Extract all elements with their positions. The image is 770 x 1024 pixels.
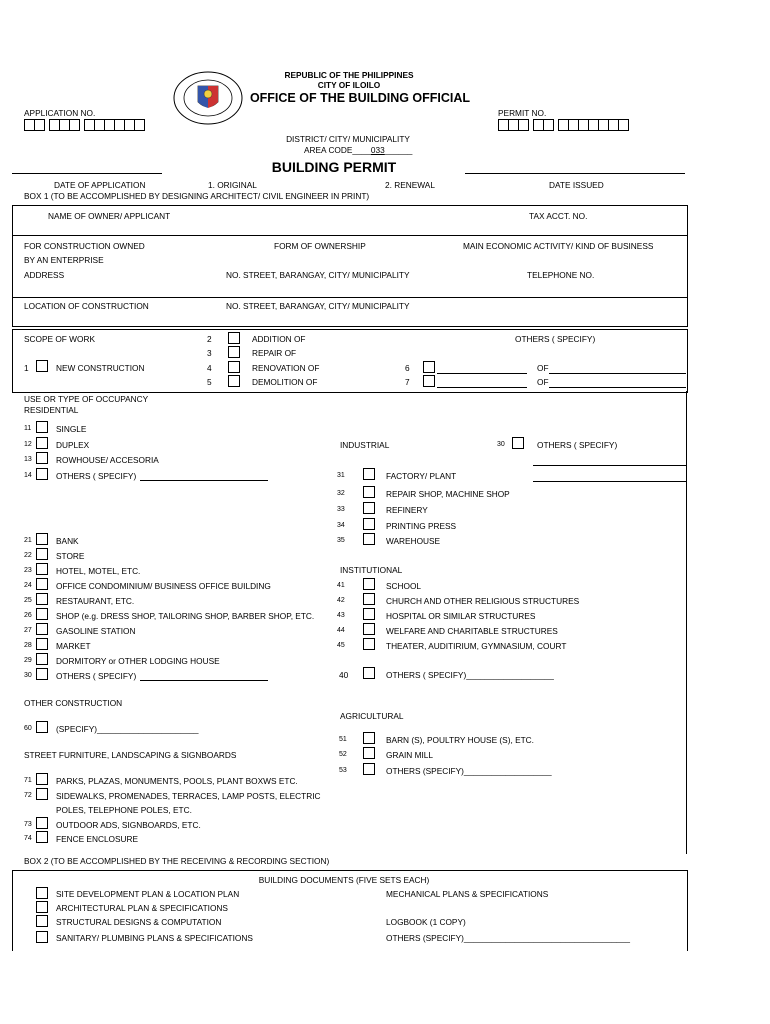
industrial-others-line-2[interactable]: [533, 481, 686, 482]
commercial-item-num: 25: [24, 597, 32, 604]
scope-new-num: 1: [24, 363, 29, 373]
document-checkbox[interactable]: [36, 901, 48, 913]
residential-item-checkbox[interactable]: [36, 468, 48, 480]
docs-others-label: OTHERS (SPECIFY)____________________________________: [386, 933, 631, 943]
scope-others-label: OTHERS ( SPECIFY): [515, 334, 596, 344]
street-furniture-item-num: 74: [24, 835, 32, 842]
residential-label: RESIDENTIAL: [24, 405, 79, 415]
agricultural-item-label: GRAIN MILL: [386, 750, 434, 760]
others-7-checkbox[interactable]: [423, 375, 435, 387]
street-furniture-item-num: 71: [24, 777, 32, 784]
street-furniture-label: STREET FURNITURE, LANDSCAPING & SIGNBOARDS: [24, 750, 237, 760]
street-furniture-item-checkbox[interactable]: [36, 773, 48, 785]
address-label: ADDRESS: [24, 270, 65, 280]
agricultural-item-num: 52: [339, 751, 347, 758]
area-code-value: 033: [370, 145, 385, 155]
industrial-item-checkbox[interactable]: [363, 468, 375, 480]
commercial-item-checkbox[interactable]: [36, 668, 48, 680]
industrial-item-num: 31: [337, 472, 345, 479]
others-7-of-line[interactable]: [549, 387, 686, 388]
institutional-others-checkbox[interactable]: [363, 667, 375, 679]
residential-item-num: 11: [24, 425, 32, 432]
repair-checkbox[interactable]: [228, 346, 240, 358]
box1-title: BOX 1 (TO BE ACCOMPLISHED BY DESIGNING ARCHITECT/ CIVIL ENGINEER IN PRINT): [24, 191, 370, 201]
main-activity-label: MAIN ECONOMIC ACTIVITY/ KIND OF BUSINESS: [463, 241, 654, 251]
residential-item-checkbox[interactable]: [36, 437, 48, 449]
street-furniture-item-label: SIDEWALKS, PROMENADES, TERRACES, LAMP POSTS, ELECTRIC: [56, 791, 321, 801]
others-6-line[interactable]: [437, 373, 527, 374]
industrial-item-num: 32: [337, 490, 345, 497]
commercial-item-label: HOTEL, MOTEL, ETC.: [56, 566, 141, 576]
commercial-item-checkbox[interactable]: [36, 608, 48, 620]
commercial-item-num: 29: [24, 657, 32, 664]
industrial-item-num: 34: [337, 522, 345, 529]
residential-item-label: SINGLE: [56, 424, 87, 434]
street-furniture-item-label: FENCE ENCLOSURE: [56, 834, 139, 844]
institutional-item-label: SCHOOL: [386, 581, 422, 591]
scope-num-4: 4: [207, 363, 212, 373]
commercial-item-checkbox[interactable]: [36, 623, 48, 635]
republic-heading: REPUBLIC OF THE PHILIPPINES: [284, 70, 414, 80]
commercial-item-label: STORE: [56, 551, 85, 561]
street-furniture-item-checkbox[interactable]: [36, 817, 48, 829]
location-street-label: NO. STREET, BARANGAY, CITY/ MUNICIPALITY: [226, 301, 410, 311]
address-street-label: NO. STREET, BARANGAY, CITY/ MUNICIPALITY: [226, 270, 410, 280]
date-application-label: DATE OF APPLICATION: [54, 180, 146, 190]
institutional-item-num: 44: [337, 627, 345, 634]
street-furniture-item-checkbox[interactable]: [36, 831, 48, 843]
industrial-item-label: PRINTING PRESS: [386, 521, 457, 531]
industrial-item-num: 33: [337, 506, 345, 513]
commercial-item-checkbox[interactable]: [36, 578, 48, 590]
scope-num-6: 6: [405, 363, 410, 373]
sf-72-continuation: POLES, TELEPHONE POLES, ETC.: [56, 805, 192, 815]
telephone-label: TELEPHONE NO.: [527, 270, 595, 280]
agricultural-item-checkbox[interactable]: [363, 732, 375, 744]
scope-num-2: 2: [207, 334, 212, 344]
agricultural-item-num: 53: [339, 767, 347, 774]
scope-num-5: 5: [207, 377, 212, 387]
commercial-item-num: 23: [24, 567, 32, 574]
industrial-item-label: WAREHOUSE: [386, 536, 441, 546]
institutional-item-num: 41: [337, 582, 345, 589]
commercial-item-num: 26: [24, 612, 32, 619]
residential-item-num: 14: [24, 472, 32, 479]
commercial-item-label: OFFICE CONDOMINIUM/ BUSINESS OFFICE BUILDING: [56, 581, 271, 591]
agricultural-item-num: 51: [339, 736, 347, 743]
new-construction-label: NEW CONSTRUCTION: [56, 363, 145, 373]
commercial-item-checkbox[interactable]: [36, 548, 48, 560]
commercial-item-label: MARKET: [56, 641, 91, 651]
form-ownership-label: FORM OF OWNERSHIP: [274, 241, 366, 251]
institutional-item-checkbox[interactable]: [363, 623, 375, 635]
document-label: SITE DEVELOPMENT PLAN & LOCATION PLAN: [56, 889, 240, 899]
commercial-item-num: 27: [24, 627, 32, 634]
institutional-others-label: OTHERS ( SPECIFY)___________________: [386, 670, 554, 680]
institutional-item-num: 45: [337, 642, 345, 649]
date-issued-label: DATE ISSUED: [549, 180, 604, 190]
industrial-item-label: REPAIR SHOP, MACHINE SHOP: [386, 489, 510, 499]
scope-num-3: 3: [207, 348, 212, 358]
residential-item-num: 13: [24, 456, 32, 463]
for-construction-label: FOR CONSTRUCTION OWNED: [24, 241, 145, 251]
institutional-item-checkbox[interactable]: [363, 608, 375, 620]
renewal-option[interactable]: 2. RENEWAL: [385, 180, 435, 190]
residential-item-checkbox[interactable]: [36, 421, 48, 433]
industrial-label: INDUSTRIAL: [340, 440, 390, 450]
area-code-label: AREA CODE____033______: [304, 145, 413, 155]
industrial-item-label: REFINERY: [386, 505, 428, 515]
industrial-item-num: 35: [337, 537, 345, 544]
institutional-item-label: CHURCH AND OTHER RELIGIOUS STRUCTURES: [386, 596, 580, 606]
commercial-item-checkbox[interactable]: [36, 563, 48, 575]
city-seal: [172, 70, 244, 126]
residential-item-label: ROWHOUSE/ ACCESORIA: [56, 455, 159, 465]
date-issued-line[interactable]: [465, 173, 685, 174]
others-6-of-line[interactable]: [549, 373, 686, 374]
commercial-item-label: DORMITORY or OTHER LODGING HOUSE: [56, 656, 220, 666]
commercial-item-checkbox[interactable]: [36, 638, 48, 650]
commercial-item-label: RESTAURANT, ETC.: [56, 596, 135, 606]
application-no-boxes[interactable]: [24, 119, 144, 131]
logbook-label: LOGBOOK (1 COPY): [386, 917, 466, 927]
industrial-item-checkbox[interactable]: [363, 518, 375, 530]
industrial-others-label: OTHERS ( SPECIFY): [537, 440, 618, 450]
renovation-checkbox[interactable]: [228, 361, 240, 373]
oc-specify-num: 60: [24, 725, 32, 732]
ind-others-num: 30: [497, 441, 505, 448]
scope-num-7: 7: [405, 377, 410, 387]
residential-item-label: DUPLEX: [56, 440, 90, 450]
commercial-item-label: GASOLINE STATION: [56, 626, 136, 636]
industrial-others-line-1[interactable]: [533, 465, 686, 466]
page-title: BUILDING PERMIT: [271, 159, 397, 175]
original-option[interactable]: 1. ORIGINAL: [208, 180, 257, 190]
residential-item-checkbox[interactable]: [36, 452, 48, 464]
commercial-item-checkbox[interactable]: [36, 653, 48, 665]
street-furniture-item-num: 73: [24, 821, 32, 828]
tax-acct-label: TAX ACCT. NO.: [529, 211, 588, 221]
others-6-checkbox[interactable]: [423, 361, 435, 373]
institutional-item-num: 43: [337, 612, 345, 619]
new-construction-checkbox[interactable]: [36, 360, 48, 372]
commercial-item-num: 24: [24, 582, 32, 589]
institutional-item-label: THEATER, AUDITIRIUM, GYMNASIUM, COURT: [386, 641, 567, 651]
office-heading: OFFICE OF THE BUILDING OFFICIAL: [249, 91, 471, 105]
industrial-item-checkbox[interactable]: [363, 533, 375, 545]
scope-label: SCOPE OF WORK: [24, 334, 95, 344]
other-construction-checkbox[interactable]: [36, 721, 48, 733]
commercial-item-checkbox[interactable]: [36, 593, 48, 605]
commercial-item-num: 30: [24, 672, 32, 679]
document-label: SANITARY/ PLUMBING PLANS & SPECIFICATIONS: [56, 933, 253, 943]
city-heading: CITY OF ILOILO: [317, 80, 381, 90]
others-7-of: OF: [537, 377, 549, 387]
street-furniture-item-label: PARKS, PLAZAS, MONUMENTS, POOLS, PLANT BOXWS ETC.: [56, 776, 298, 786]
street-furniture-item-num: 72: [24, 792, 32, 799]
residential-item-label: OTHERS ( SPECIFY): [56, 471, 137, 481]
box2-title: BOX 2 (TO BE ACCOMPLISHED BY THE RECEIVING & RECORDING SECTION): [24, 856, 330, 866]
institutional-label: INSTITUTIONAL: [340, 565, 403, 575]
industrial-others-checkbox[interactable]: [512, 437, 524, 449]
document-checkbox[interactable]: [36, 915, 48, 927]
commercial-item-num: 28: [24, 642, 32, 649]
document-label: ARCHITECTURAL PLAN & SPECIFICATIONS: [56, 903, 228, 913]
institutional-item-label: WELFARE AND CHARITABLE STRUCTURES: [386, 626, 558, 636]
other-construction-specify: (SPECIFY)______________________: [56, 724, 199, 734]
institutional-item-checkbox[interactable]: [363, 593, 375, 605]
addition-checkbox[interactable]: [228, 332, 240, 344]
document-checkbox[interactable]: [36, 887, 48, 899]
permit-no-boxes[interactable]: [498, 119, 628, 131]
others-6-of: OF: [537, 363, 549, 373]
industrial-item-checkbox[interactable]: [363, 486, 375, 498]
addition-label: ADDITION OF: [252, 334, 306, 344]
institutional-item-num: 42: [337, 597, 345, 604]
others-7-line[interactable]: [437, 387, 527, 388]
renovation-label: RENOVATION OF: [252, 363, 320, 373]
district-label: DISTRICT/ CITY/ MUNICIPALITY: [286, 134, 410, 144]
industrial-item-checkbox[interactable]: [363, 502, 375, 514]
commercial-item-checkbox[interactable]: [36, 533, 48, 545]
demolition-label: DEMOLITION OF: [252, 377, 318, 387]
res-others-line[interactable]: [140, 480, 268, 481]
agricultural-item-label: BARN (S), POULTRY HOUSE (S), ETC.: [386, 735, 534, 745]
street-furniture-item-checkbox[interactable]: [36, 788, 48, 800]
document-label: STRUCTURAL DESIGNS & COMPUTATION: [56, 917, 222, 927]
location-label: LOCATION OF CONSTRUCTION: [24, 301, 149, 311]
application-no-label: APPLICATION NO.: [24, 108, 96, 118]
institutional-item-checkbox[interactable]: [363, 638, 375, 650]
occupancy-label: USE OR TYPE OF OCCUPANCY: [24, 394, 149, 404]
commercial-item-label: OTHERS ( SPECIFY): [56, 671, 137, 681]
commercial-item-label: SHOP (e.g. DRESS SHOP, TAILORING SHOP, BARBER SHOP, ETC.: [56, 611, 315, 621]
building-docs-heading: BUILDING DOCUMENTS (FIVE SETS EACH): [258, 875, 430, 885]
institutional-item-checkbox[interactable]: [363, 578, 375, 590]
agricultural-item-checkbox[interactable]: [363, 747, 375, 759]
for-construction-label-2: BY AN ENTERPRISE: [24, 255, 104, 265]
com-others-line[interactable]: [140, 680, 268, 681]
owner-label: NAME OF OWNER/ APPLICANT: [48, 211, 171, 221]
street-furniture-item-label: OUTDOOR ADS, SIGNBOARDS, ETC.: [56, 820, 201, 830]
residential-item-num: 12: [24, 441, 32, 448]
date-application-line[interactable]: [12, 173, 162, 174]
industrial-item-label: FACTORY/ PLANT: [386, 471, 457, 481]
mechanical-plans-label: MECHANICAL PLANS & SPECIFICATIONS: [386, 889, 549, 899]
document-checkbox[interactable]: [36, 931, 48, 943]
institutional-item-label: HOSPITAL OR SIMILAR STRUCTURES: [386, 611, 536, 621]
repair-label: REPAIR OF: [252, 348, 297, 358]
agricultural-label: AGRICULTURAL: [340, 711, 404, 721]
other-construction-label: OTHER CONSTRUCTION: [24, 698, 123, 708]
commercial-item-num: 21: [24, 537, 32, 544]
commercial-item-num: 22: [24, 552, 32, 559]
commercial-item-label: BANK: [56, 536, 79, 546]
agricultural-item-label: OTHERS (SPECIFY)___________________: [386, 766, 552, 776]
inst-others-num: 40: [339, 670, 349, 680]
agricultural-item-checkbox[interactable]: [363, 763, 375, 775]
permit-no-label: PERMIT NO.: [498, 108, 547, 118]
demolition-checkbox[interactable]: [228, 375, 240, 387]
